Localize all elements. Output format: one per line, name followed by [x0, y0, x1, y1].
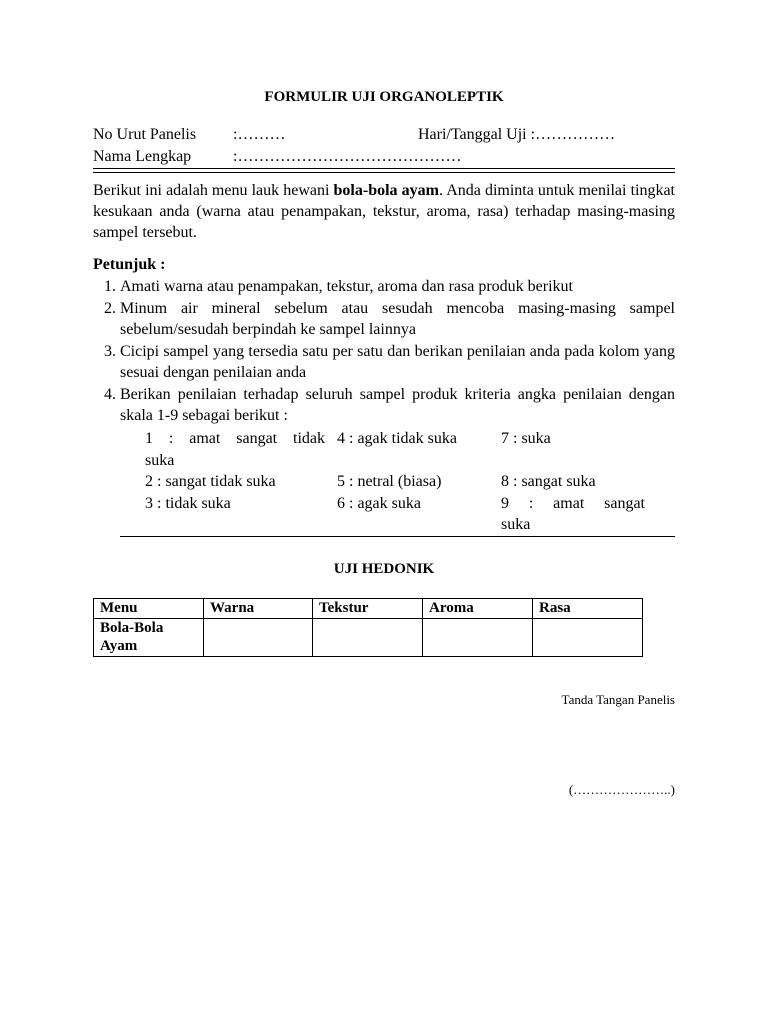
table-header-row — [94, 599, 643, 619]
full-name-label: Nama Lengkap — [93, 148, 192, 165]
scale-cell — [337, 514, 501, 536]
instruction-item: 1. Amati warna atau penampakan, tekstur, aroma dan rasa produk berikut — [120, 276, 675, 298]
test-date-label: Hari/Tanggal Uji :…………… — [418, 126, 616, 143]
hedonic-table — [93, 598, 643, 657]
scale-cell: 7 : suka — [501, 430, 551, 447]
menu-cell — [94, 618, 204, 656]
aroma-score-cell[interactable] — [423, 618, 533, 656]
tekstur-score-cell[interactable] — [313, 618, 423, 656]
warna-score-cell[interactable] — [204, 618, 313, 656]
header-double-divider — [93, 168, 675, 173]
instruction-item: 3. Cicipi sampel yang tersedia satu per satu dan berikan penilaian anda pada kolom yang sesuai dengan penilaian anda — [120, 341, 675, 384]
scale-divider — [120, 536, 675, 537]
intro-text-after: . Anda diminta untuk menilai tingkat kesukaan anda (warna atau penampakan, tekstur, aroma, rasa) terhadap masing-masing sampel tersebut. — [93, 182, 676, 241]
scale-cell: 3 : tidak suka — [145, 494, 231, 512]
column-header-tekstur: Tekstur — [313, 599, 423, 619]
scale-cell: 5 : netral (biasa) — [337, 473, 442, 490]
column-header-warna: Warna — [204, 599, 313, 619]
scale-cell: 9 : amat sangat — [501, 494, 645, 512]
scale-cell: 8 : sangat suka — [501, 473, 596, 490]
intro-paragraph — [93, 180, 675, 243]
menu-item-line: Ayam — [100, 638, 138, 654]
scale-cell — [145, 514, 325, 536]
scale-row — [145, 450, 645, 472]
column-header-rasa: Rasa — [533, 599, 643, 619]
scale-cell: 1 : amat sangat tidak — [145, 430, 325, 447]
panelist-number-label: No Urut Panelis — [93, 126, 197, 143]
scale-row — [145, 514, 645, 536]
scale-row — [145, 428, 645, 450]
column-header-menu: Menu — [94, 599, 204, 619]
scale-row — [145, 471, 645, 493]
menu-item-line: Bola-Bola — [100, 619, 164, 636]
rating-scale — [145, 428, 645, 536]
intro-text-before: Berikut ini adalah menu lauk hewani — [93, 182, 334, 199]
panelist-number-value: :……… — [233, 126, 286, 143]
scale-cell: 2 : sangat tidak suka — [145, 473, 276, 490]
table-row — [94, 618, 643, 656]
scale-cell: 6 : agak suka — [337, 494, 421, 512]
instruction-item: 2. Minum air mineral sebelum atau sesudah mencoba masing-masing sampel sebelum/sesudah berpindah ke sampel lainnya — [120, 298, 675, 341]
full-name-value: :…………………………………… — [233, 148, 462, 165]
signature-line[interactable]: (…………………..) — [568, 782, 675, 797]
instructions-heading: Petunjuk : — [93, 256, 166, 273]
scale-cell — [501, 450, 645, 472]
scale-cell: 4 : agak tidak suka — [337, 430, 457, 447]
intro-product-name: bola-bola ayam — [333, 182, 439, 199]
instruction-item: 4. Berikan penilaian terhadap seluruh sampel produk kriteria angka penilaian dengan skala 1-9 sebagai berikut : — [120, 384, 675, 427]
scale-cell — [337, 450, 501, 472]
column-header-aroma: Aroma — [423, 599, 533, 619]
instructions-list — [93, 276, 675, 427]
scale-cell: suka — [145, 451, 175, 469]
rasa-score-cell[interactable] — [533, 618, 643, 656]
scale-row — [145, 493, 645, 515]
scale-cell: suka — [501, 516, 531, 533]
hedonic-title: UJI HEDONIK — [333, 561, 435, 577]
signature-label: Tanda Tangan Panelis — [561, 692, 675, 707]
form-title: FORMULIR UJI ORGANOLEPTIK — [264, 89, 504, 105]
